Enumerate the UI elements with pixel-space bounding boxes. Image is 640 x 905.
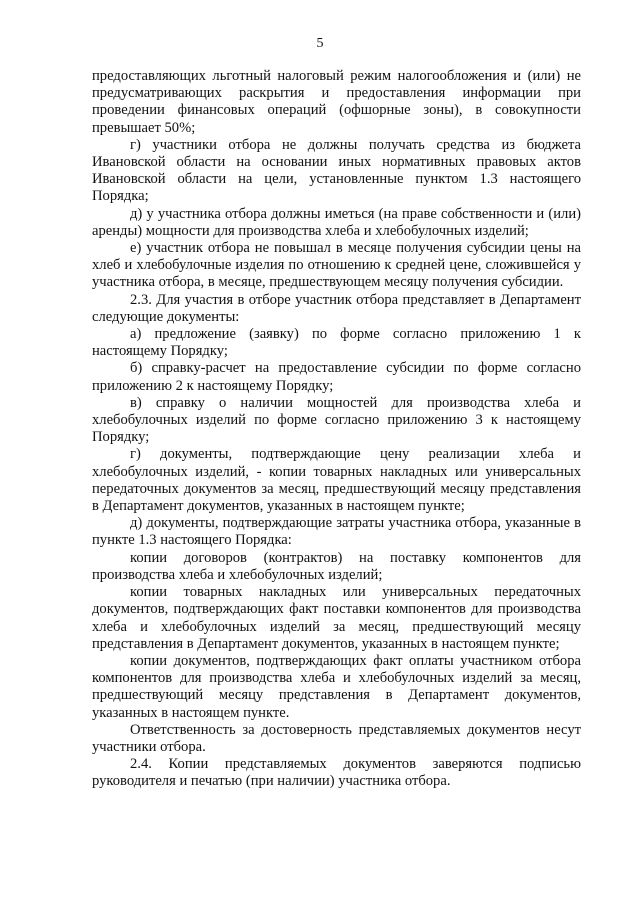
paragraph-doc-a: а) предложение (заявку) по форме согласно приложению 1 к настоящему Порядку;: [92, 326, 581, 360]
paragraph-item-e: е) участник отбора не повышал в месяце получения субсидии цены на хлеб и хлебобулочные изделия по отношению к средней цене, сложившейся у участника отбора, в месяце, предшествующем месяцу получения субсидии.: [92, 240, 581, 291]
paragraph-responsibility: Ответственность за достоверность представляемых документов несут участники отбора.: [92, 721, 581, 755]
paragraph-clause-2-4: 2.4. Копии представляемых документов заверяются подписью руководителя и печатью (при наличии) участника отбора.: [92, 756, 581, 790]
paragraph-contracts: копии договоров (контрактов) на поставку компонентов для производства хлеба и хлебобулочных изделий;: [92, 549, 581, 583]
paragraph-doc-v: в) справку о наличии мощностей для производства хлеба и хлебобулочных изделий по форме согласно приложению 3 к настоящему Порядку;: [92, 394, 581, 446]
paragraph-doc-g: г) документы, подтверждающие цену реализации хлеба и хлебобулочных изделий, - копии товарных накладных или универсальных передаточных документов за месяц, предшествующий месяцу представления в Департамент документов, указанных в настоящем пункте;: [92, 446, 581, 515]
page-number: 5: [316, 36, 324, 51]
paragraph-doc-d: д) документы, подтверждающие затраты участника отбора, указанные в пункте 1.3 настоящего Порядка:: [92, 515, 581, 549]
paragraph-doc-b: б) справку-расчет на предоставление субсидии по форме согласно приложению 2 к настоящему Порядку;: [92, 360, 581, 394]
paragraph-item-g: г) участники отбора не должны получать средства из бюджета Ивановской области на основании иных нормативных правовых актов Ивановской области на цели, установленные пунктом 1.3 настоящего Порядка;: [92, 136, 581, 205]
paragraph-continuation: предоставляющих льготный налоговый режим налогообложения и (или) не предусматривающих раскрытия и предоставления информации при проведении финансовых операций (офшорные зоны), в совокупности превышает 50%;: [92, 68, 581, 136]
paragraph-invoices: копии товарных накладных или универсальных передаточных документов, подтверждающих факт поставки компонентов для производства хлеба и хлебобулочных изделий за месяц, предшествующий месяцу представления в Департамент документов, указанных в настоящем пункте;: [92, 584, 581, 652]
paragraph-item-d: д) у участника отбора должны иметься (на праве собственности и (или) аренды) мощности для производства хлеба и хлебобулочных изделий;: [92, 205, 581, 239]
document-body: [92, 68, 581, 791]
paragraph-clause-2-3: 2.3. Для участия в отборе участник отбора представляет в Департамент следующие документы:: [92, 291, 581, 325]
paragraph-payments: копии документов, подтверждающих факт оплаты участником отбора компонентов для производства хлеба и хлебобулочных изделий за месяц, предшествующий месяцу представления в Департамент документов, указанных в настоящем пункте.: [92, 652, 581, 721]
